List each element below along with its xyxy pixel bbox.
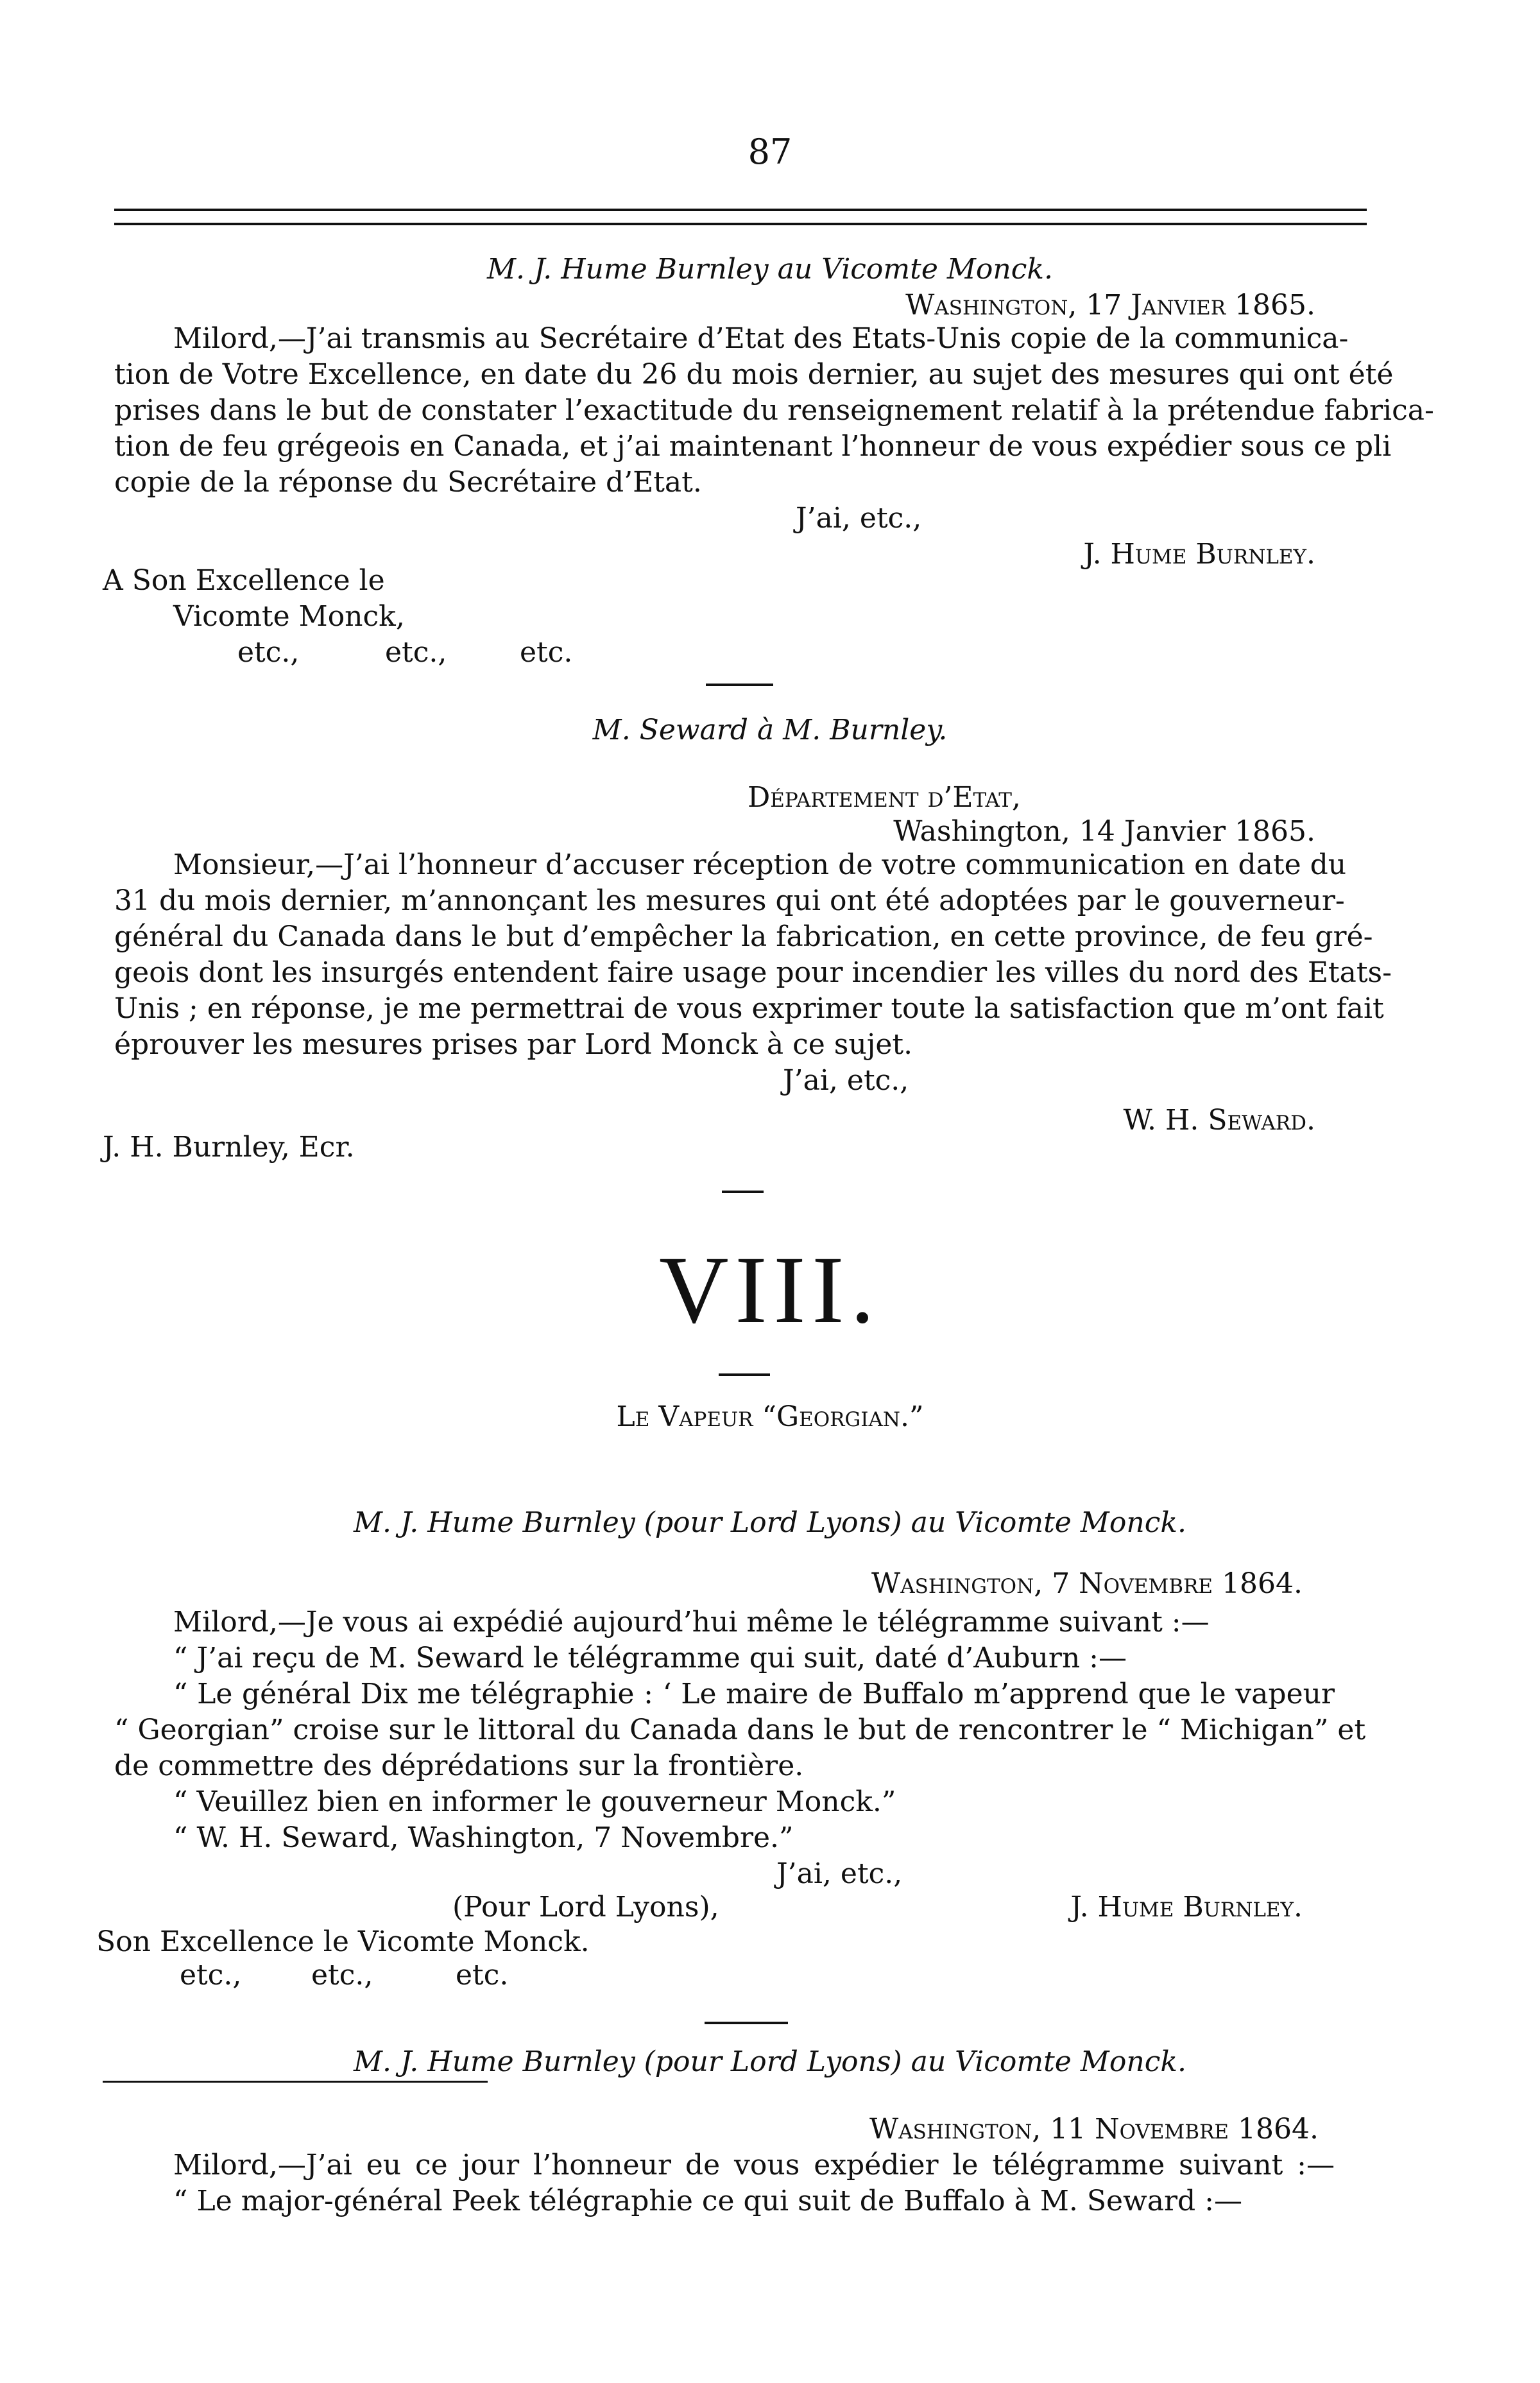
pour-lord-lyons: (Pour Lord Lyons),: [452, 1891, 719, 1923]
dateline-2: Washington, 14 Janvier 1865.: [893, 815, 1315, 848]
addressee-3: Son Excellence le Vicomte Monck.: [96, 1925, 590, 1958]
addressee-1-etc-3: etc.: [520, 636, 573, 669]
addressee-1-etc-1: etc.,: [237, 636, 300, 669]
letter-1-line-4: tion de feu grégeois en Canada, et j’ai maintenant l’honneur de vous expédier sous ce pli: [114, 430, 1392, 463]
closing-2: J’ai, etc.,: [783, 1064, 909, 1097]
page-number: 87: [748, 132, 792, 172]
letter-3-line-7: “ W. H. Seward, Washington, 7 Novembre.”: [173, 1821, 794, 1854]
addressee-2: J. H. Burnley, Ecr.: [103, 1131, 355, 1164]
letter-heading-2: M. Seward à M. Burnley.: [592, 714, 948, 746]
addressee-1-etc-2: etc.,: [385, 636, 447, 669]
letter-2-line-3: général du Canada dans le but d’empêcher la fabrication, en cette province, de feu gré-: [114, 920, 1373, 953]
letter-heading-4: M. J. Hume Burnley (pour Lord Lyons) au Vicomte Monck.: [354, 2045, 1186, 2078]
separator-rule-3: [719, 1373, 770, 1376]
section-title: Le Vapeur “Georgian.”: [616, 1400, 924, 1433]
closing-3: J’ai, etc.,: [776, 1857, 903, 1890]
letter-2-line-6: éprouver les mesures prises par Lord Monck à ce sujet.: [114, 1028, 913, 1061]
department: Département d’Etat,: [748, 781, 1021, 814]
letter-3-line-2: “ J’ai reçu de M. Seward le télégramme qui suit, daté d’Auburn :—: [173, 1642, 1127, 1674]
separator-rule-4: [705, 2022, 788, 2024]
letter-2-line-1: Monsieur,—J’ai l’honneur d’accuser réception de votre communication en date du: [173, 848, 1347, 881]
dateline-1: Washington, 17 Janvier 1865.: [905, 289, 1315, 322]
addressee-1-line-2: Vicomte Monck,: [173, 600, 405, 633]
signature-1: J. Hume Burnley.: [1083, 538, 1315, 571]
stray-printed-line: [103, 2081, 488, 2083]
letter-heading-3: M. J. Hume Burnley (pour Lord Lyons) au Vicomte Monck.: [354, 1506, 1186, 1539]
letter-1-line-2: tion de Votre Excellence, en date du 26 du mois dernier, au sujet des mesures qui ont été: [114, 358, 1394, 391]
addressee-3-etc-3: etc.: [456, 1959, 509, 1992]
addressee-3-etc-1: etc.,: [180, 1959, 242, 1992]
letter-1-line-5: copie de la réponse du Secrétaire d’Etat.: [114, 466, 702, 499]
addressee-3-etc-2: etc.,: [311, 1959, 373, 1992]
letter-4-line-1: Milord,—J’ai eu ce jour l’honneur de vous expédier le télégramme suivant :—: [173, 2149, 1335, 2181]
letter-3-line-4: “ Georgian” croise sur le littoral du Canada dans le but de rencontrer le “ Michigan” et: [114, 1714, 1366, 1746]
letter-1-line-3: prises dans le but de constater l’exactitude du renseignement relatif à la prétendue fabrica-: [114, 394, 1434, 427]
signature-2: W. H. Seward.: [1123, 1104, 1315, 1137]
letter-1-line-1: Milord,—J’ai transmis au Secrétaire d’Etat des Etats-Unis copie de la communica-: [173, 322, 1349, 355]
dateline-3: Washington, 7 Novembre 1864.: [871, 1567, 1303, 1600]
letter-2-line-5: Unis ; en réponse, je me permettrai de vous exprimer toute la satisfaction que m’ont fait: [114, 992, 1384, 1025]
header-double-rule: [114, 209, 1367, 225]
letter-3-line-1: Milord,—Je vous ai expédié aujourd’hui même le télégramme suivant :—: [173, 1606, 1210, 1639]
dateline-4: Washington, 11 Novembre 1864.: [869, 2113, 1319, 2146]
section-number: VIII.: [659, 1237, 881, 1343]
letter-heading-1: M. J. Hume Burnley au Vicomte Monck.: [486, 253, 1054, 286]
letter-3-line-5: de commettre des déprédations sur la frontière.: [114, 1750, 804, 1782]
letter-4-line-2: “ Le major-général Peek télégraphie ce qui suit de Buffalo à M. Seward :—: [173, 2185, 1242, 2217]
letter-3-line-6: “ Veuillez bien en informer le gouverneur Monck.”: [173, 1785, 896, 1818]
separator-rule-1: [706, 684, 773, 686]
letter-3-line-3: “ Le général Dix me télégraphie : ‘ Le maire de Buffalo m’apprend que le vapeur: [173, 1678, 1335, 1710]
separator-rule-2: [722, 1191, 764, 1193]
letter-2-line-2: 31 du mois dernier, m’annonçant les mesures qui ont été adoptées par le gouverneur-: [114, 884, 1345, 917]
signature-3: J. Hume Burnley.: [1070, 1891, 1303, 1923]
letter-2-line-4: geois dont les insurgés entendent faire usage pour incendier les villes du nord des Etats-: [114, 956, 1392, 989]
closing-1: J’ai, etc.,: [796, 502, 922, 535]
addressee-1-line-1: A Son Excellence le: [103, 564, 385, 597]
